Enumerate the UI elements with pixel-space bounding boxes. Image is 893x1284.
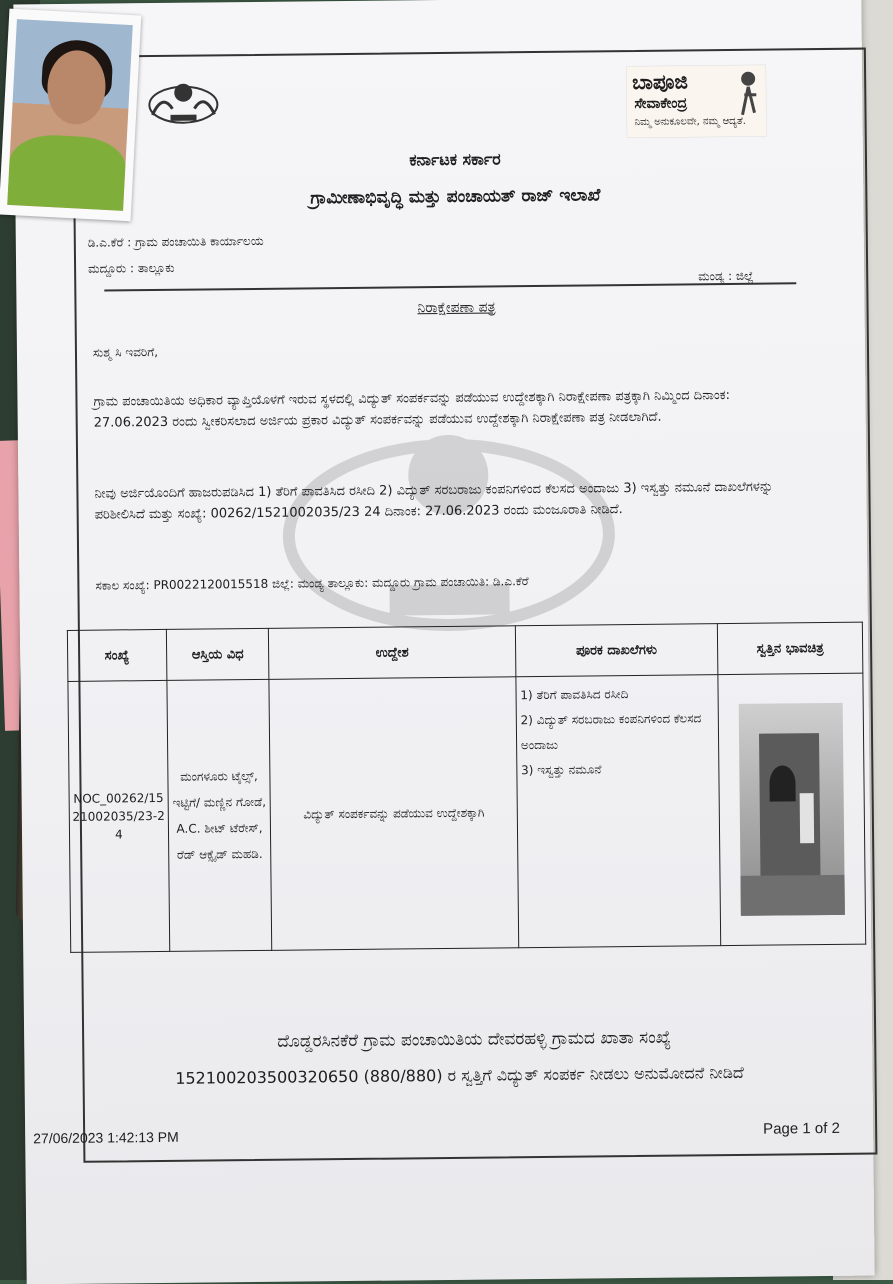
district-name: ಮಂಡ್ಯ : ಜಿಲ್ಲೆ xyxy=(698,268,754,284)
document-item: 1) ತೆರಿಗೆ ಪಾವತಿಸಿದ ರಸೀದಿ xyxy=(520,687,629,703)
approval-line-2: 152100203500320650 (880/880) ರ ಸ್ವತ್ತಿಗೆ ವಿದ್ಯುತ್ ಸಂಪರ್ಕ ನೀಡಲು ಅನುಮೋದನೆ ನೀಡಿದೆ xyxy=(175,1062,744,1088)
col-photo-header: ಸ್ವತ್ತಿನ ಭಾವಚಿತ್ರ xyxy=(717,622,862,675)
table-header-row xyxy=(67,622,862,681)
approval-line-1: ದೊಡ್ಡರಸಿನಕೆರೆ ಗ್ರಾಮ ಪಂಚಾಯಿತಿಯ ದೇವರಹಳ್ಳಿ ಗ್ರಾಮದ ಖಾತಾ ಸಂಖ್ಯೆ xyxy=(277,1027,672,1052)
logo-subtitle: ಸೇವಾಕೇಂದ್ರ xyxy=(634,95,688,112)
print-timestamp: 27/06/2023 1:42:13 PM xyxy=(33,1128,179,1147)
applicant-photo xyxy=(0,9,141,222)
office-name: ಡಿ.ಎ.ಕೆರೆ : ಗ್ರಾಮ ಪಂಚಾಯಿತಿ ಕಾರ್ಯಾಲಯ xyxy=(87,233,264,250)
document-page xyxy=(13,0,874,1284)
table-row xyxy=(68,673,866,952)
property-photo xyxy=(739,703,845,916)
property-photo-cell xyxy=(718,673,866,946)
karnataka-emblem-icon xyxy=(142,74,225,127)
logo-tagline: ನಿಮ್ಮ ಅನುಕೂಲವೇ, ನಮ್ಮ ಆದ್ಯತೆ. xyxy=(634,115,746,128)
property-type: ಮಂಗಳೂರು ಟೈಲ್ಸ್, ಇಟ್ಟಿಗೆ/ ಮಣ್ಣಿನ ಗೋಡೆ, A.C. ಶೀಟ್ ಟೆರೇಸ್, ರೆಡ್ ಆಕ್ಸೈಡ್ ಮಹಡಿ. xyxy=(167,679,273,951)
document-item: 2) ವಿದ್ಯುತ್ ಸರಬರಾಜು ಕಂಪನಿಗಳಿಂದ ಕೆಲಸದ ಅಂದಾಜು xyxy=(520,711,702,753)
col-property-header: ಆಸ್ತಿಯ ವಿಧ xyxy=(166,628,269,680)
reference-line: ಸಕಾಲ ಸಂಖ್ಯೆ: PR0022120015518 ಜಿಲ್ಲೆ: ಮಂಡ್ಯ ತಾಲ್ಲೂಕು: ಮದ್ದೂರು ಗ್ರಾಮ ಪಂಚಾಯಿತಿ: ಡಿ.ಎ.ಕೆರೆ xyxy=(95,574,529,593)
noc-number: NOC_00262/1521002035/23-24 xyxy=(68,680,170,952)
col-documents-header: ಪೂರಕ ದಾಖಲೆಗಳು xyxy=(515,624,718,677)
col-number-header: ಸಂಖ್ಯೆ xyxy=(67,629,166,681)
government-name: ಕರ್ನಾಟಕ ಸರ್ಕಾರ xyxy=(409,149,501,170)
logo-title: ಬಾಪೂಜಿ xyxy=(632,69,688,94)
document-title: ನಿರಾಕ್ಷೇಪಣಾ ಪತ್ರ xyxy=(417,299,496,317)
taluk-name: ಮದ್ದೂರು : ತಾಲ್ಲೂಕು xyxy=(88,260,175,276)
page-number: Page 1 of 2 xyxy=(763,1119,840,1138)
purpose: ವಿದ್ಯುತ್ ಸಂಪರ್ಕವನ್ನು ಪಡೆಯುವ ಉದ್ದೇಶಕ್ಕಾಗಿ xyxy=(269,677,518,951)
salutation: ಸುಶ್ಮ ಸಿ ಇವರಿಗೆ, xyxy=(92,344,159,360)
col-purpose-header: ಉದ್ದೇಶ xyxy=(269,626,516,680)
paragraph-2: ನೀವು ಅರ್ಜಿಯೊಂದಿಗೆ ಹಾಜರುಪಡಿಸಿದ 1) ತೆರಿಗೆ ಪಾವತಿಸಿದ ರಸೀದಿ 2) ವಿದ್ಯುತ್ ಸರಬರಾಜು ಕಂಪನಿಗಳಿಂದ ಕೆಲಸದ ಅಂದಾಜು 3) ಇಸ್ವತ್ತು ನಮೂನೆ ದಾಖಲೆಗಳನ್ನು ಪರಿಶೀಲಿಸಿದೆ ಮತ್ತು ಸಂಖ್ಯೆ: 00262/1521002035/23 24 ದಿನಾಂಕ: 27.06.2023 ರಂದು ಮಂಜೂರಾತಿ ನೀಡಿದೆ. xyxy=(94,479,774,523)
document-item: 3) ಇಸ್ವತ್ತು ನಮೂನೆ xyxy=(521,762,602,778)
paragraph-1: ಗ್ರಾಮ ಪಂಚಾಯಿತಿಯ ಅಧಿಕಾರ ವ್ಯಾಪ್ತಿಯೊಳಗೆ ಇರುವ ಸ್ಥಳದಲ್ಲಿ ವಿದ್ಯುತ್ ಸಂಪರ್ಕವನ್ನು ಪಡೆಯುವ ಉದ್ದೇಶಕ್ಕಾಗಿ ನಿರಾಕ್ಷೇಪಣಾ ಪತ್ರಕ್ಕಾಗಿ ನಿಮ್ಮಿಂದ ದಿನಾಂಕ: 27.06.2023 ರಂದು ಸ್ವೀಕರಿಸಲಾದ ಅರ್ಜಿಯ ಪ್ರಕಾರ ವಿದ್ಯುತ್ ಸಂಪರ್ಕವನ್ನು ಪಡೆಯುವ ಉದ್ದೇಶಕ್ಕಾಗಿ ನಿರಾಕ್ಷೇಪಣಾ ಪತ್ರ ನೀಡಲಾಗಿದೆ. xyxy=(93,387,731,431)
details-table xyxy=(67,622,866,953)
department-name: ಗ್ರಾಮೀಣಾಭಿವೃದ್ಧಿ ಮತ್ತು ಪಂಚಾಯತ್ ರಾಜ್ ಇಲಾಖೆ xyxy=(310,185,601,209)
supporting-documents xyxy=(516,675,721,948)
